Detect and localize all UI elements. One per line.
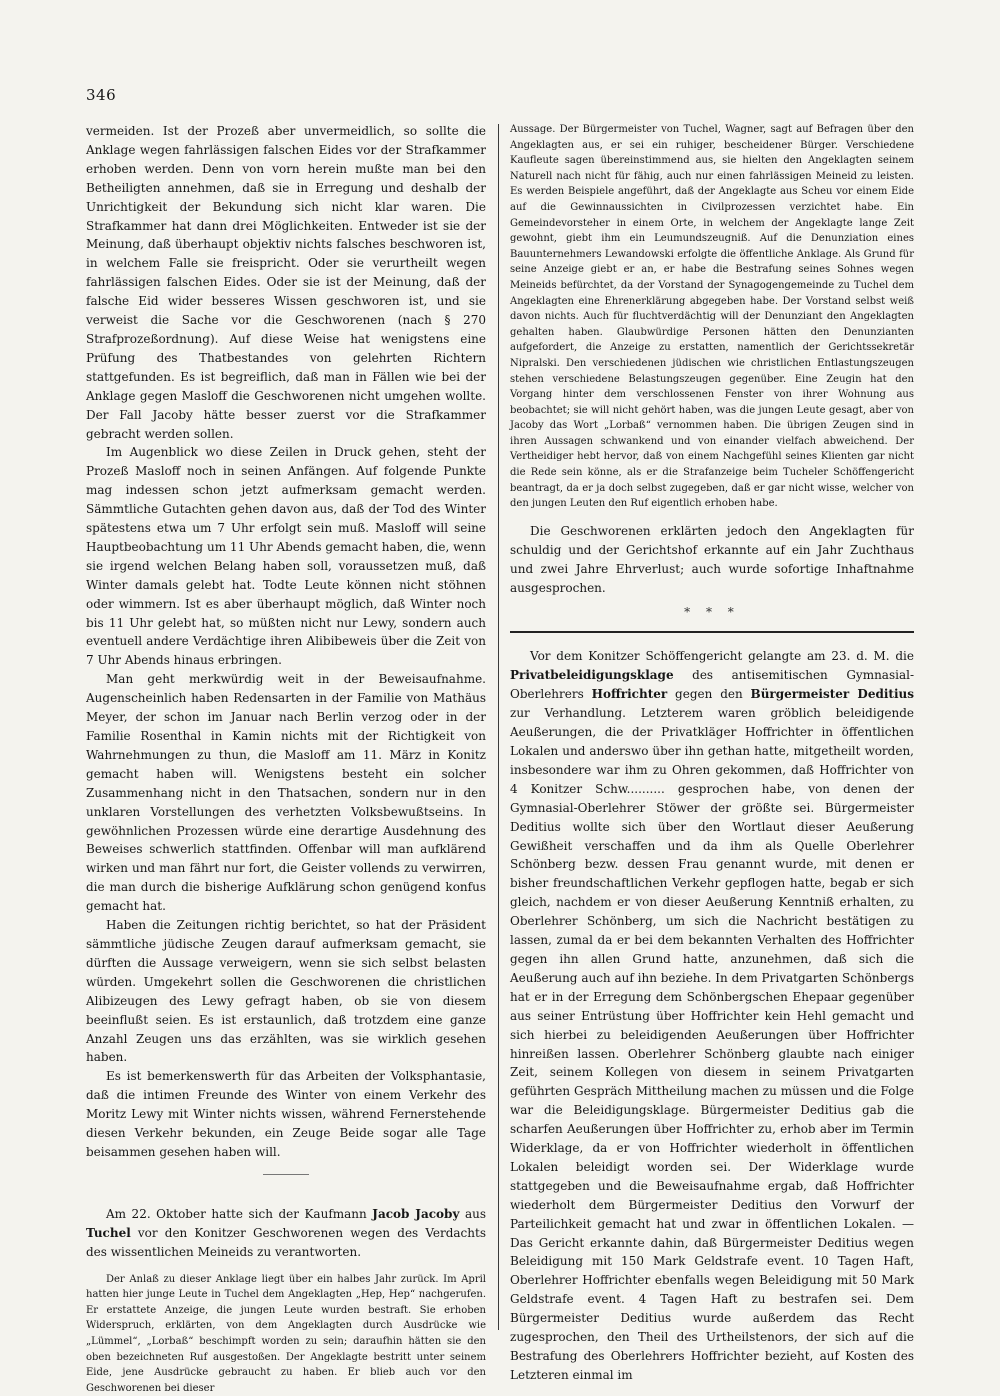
article-intro-text: aus: [459, 1206, 486, 1221]
section-rule: [510, 631, 914, 633]
article-text: gegen den: [667, 687, 751, 702]
place-name: Tuchel: [86, 1225, 131, 1240]
right-column: [510, 122, 915, 1382]
column-divider: [498, 124, 499, 1330]
article-intro-text: vor den Konitzer Geschworenen wegen des Verdachts des wissentlichen Meineids zu verantworten.: [86, 1225, 486, 1259]
article-intro-text: Am 22. Oktober hatte sich der Kaufmann: [106, 1206, 373, 1221]
paragraph: Haben die Zeitungen richtig berichtet, so hat der Präsident sämmtliche jüdische Zeugen darauf aufmerksam gemacht, sie dürften die Aussage verweigern, wenn sie sich selbst belasten würden. Umgekehrt sollen die Geschworenen die christlichen Alibizeugen des Lewy gefragt haben, ob sie von diesem beeinflußt seien. Es ist erstaunlich, daß trotzdem eine ganze Anzahl Zeugen uns das erzählten, was sie wirklich gesehen haben.: [86, 918, 486, 1065]
article-intro: [86, 1205, 486, 1262]
paragraph-small: Aussage. Der Bürgermeister von Tuchel, Wagner, sagt auf Befragen über den Angeklagten aus, er sei ein ruhiger, bescheidener Bürger. Verschiedene Kaufleute sagen übereinstimmend aus, sie hielten den Angeklagten seinem Naturell nach nicht für fähig, auch nur einen fahrlässigen Meineid zu leisten. Es werden Beispiele angeführt, daß der Angeklagte aus Scheu vor einem Eide auf die Gewinnaussichten in Civilprozessen verzichtet habe. Ein Gemeindevorsteher in einem Orte, in welchem der Angeklagte lange Zeit gewohnt, giebt ihm ein Leumundszeugniß. Auf die Denunziation eines Bauunternehmers Lewandowski erfolgte die öffentliche Anklage. Als Grund für seine Anzeige giebt er an, er habe die Bestrafung seines Sohnes wegen Meineids befürchtet, da der Vorstand der Synagogengemeinde zu Tuchel dem Angeklagten eine Ehrenerklärung abgegeben habe. Der Vorstand selbst weiß davon nichts. Auch für fluchtverdächtig will der Denunziant den Angeklagten gehalten haben. Glaubwürdige Personen hätten den Denunzianten aufgefordert, die Anzeige zu erstatten, namentlich der Gerichtssekretär Nipralski. Den verschiedenen jüdischen wie christlichen Entlastungszeugen stehen verschiedene Belastungszeugen gegenüber. Eine Zeugin hat den Vorgang hinter dem verschlossenen Fenster von ihrer Wohnung aus beobachtet; sie will nicht gehört haben, was die jungen Leute gesagt, aber von Jacoby das Wort „Lorbaß“ vernommen haben. Die übrigen Zeugen sind in ihren Aussagen schwankend und von einander vielfach abweichend. Der Vertheidiger hebt hervor, daß von einem Nachgefühl seines Klienten gar nicht die Rede sein könne, als er die Strafanzeige beim Tucheler Schöffengericht beantragt, da er ja doch selbst zugegeben, daß er gar nicht wisse, welcher von den jungen Leuten den Ruf eigentlich erhoben habe.: [510, 124, 914, 510]
emphasis: Privatbeleidigungsklage: [510, 668, 674, 683]
paragraph: Man geht merkwürdig weit in der Beweisaufnahme. Augenscheinlich haben Redensarten in der Familie von Mathäus Meyer, der schon im Januar nach Berlin verzog oder in der Familie Rosenthal in Kamin nichts mit der Richtigkeit von Wahrnehmungen zu thun, die Masloff am 11. März in Konitz gemacht haben will. Wenigstens besteht ein solcher Zusammenhang nicht in den Thatsachen, sondern nur in den unklaren Vorstellungen des verhetzten Volksbewußtseins. In gewöhnlichen Prozessen würde eine derartige Ausdehnung des Beweises schwerlich stattfinden. Offenbar will man aufklärend wirken und man fährt nur fort, die Geister vollends zu verwirren, die man durch die bisherige Aufklärung schon genügend konfus gemacht hat.: [86, 672, 486, 914]
person-name: Hoffrichter: [591, 687, 668, 702]
paragraph: Es ist bemerkenswerth für das Arbeiten der Volksphantasie, daß die intimen Freunde des Winter von einem Verkehr des Moritz Lewy mit Winter nichts wissen, während Fernerstehende diesen Verkehr bekunden, ein Zeuge Beide sogar alle Tage beisammen gesehen haben will.: [86, 1069, 486, 1159]
paragraph-small: Der Anlaß zu dieser Anklage liegt über ein halbes Jahr zurück. Im April hatten hier junge Leute in Tuchel dem Angeklagten „Hep, Hep“ nachgerufen. Er erstattete Anzeige, die jungen Leute wurden bestraft. Sie erhoben Widerspruch, erklärten, von dem Angeklagten durch Ausdrücke wie „Lümmel“, „Lorbaß“ beschimpft worden zu sein; daraufhin hätten sie den oben bezeichneten Ruf ausgestoßen. Der Angeklagte bestritt unter seinem Eide, jene Ausdrücke gebraucht zu haben. Er blieb auch vor den Geschworenen bei dieser: [86, 1273, 486, 1394]
person-name: Jacob Jacoby: [372, 1206, 460, 1221]
paragraph: Die Geschworenen erklärten jedoch den Angeklagten für schuldig und der Gerichtshof erkannte auf ein Jahr Zuchthaus und zwei Jahre Ehrverlust; auch wurde sofortige Inhaftnahme ausgesprochen.: [510, 523, 914, 595]
article-text: Vor dem Konitzer Schöffengericht gelangte am 23. d. M. die: [530, 649, 914, 664]
article-text: des antisemitischen Gymnasial-Oberlehrers: [510, 668, 914, 702]
separator-stars: * * *: [684, 605, 740, 620]
person-name: Bürgermeister Deditius: [750, 687, 915, 702]
article-text: zur Verhandlung. Letzterem waren gröblich beleidigende Aeußerungen, die der Privatkläger Hoffrichter in öffentlichen Lokalen und anderswo über ihn gethan hatte, mitgetheilt worden, insbesondere war ihm zu Ohren gekommen, daß Hoffrichter von 4 Konitzer Schw.......... gesprochen habe, von denen der Gymnasial-Oberlehrer Stöwer der größte sei. Bürgermeister Deditius wollte sich über den Wortlaut dieser Aeußerung Gewißheit verschaffen und da ihm als Quelle Oberlehrer Schönberg bezw. dessen Frau genannt wurde, mit denen er bisher freundschaftlichen Verkehr gepflogen hatte, begab er sich gleich, nachdem er von dieser Aeußerung Kenntniß erhalten, zu Oberlehrer Schönberg, um sich die Nachricht bestätigen zu lassen, zumal da er bei dem bekannten Verhalten des Hoffrichter gegen ihn allen Grund hatte, anzunehmen, daß sich die Aeußerung auch auf ihn beziehe. In dem Privatgarten Schönbergs hat er in der Erregung dem Schönbergschen Ehepaar gegenüber aus seiner Entrüstung über Hoffrichter kein Hehl gemacht und sich hierbei zu beleidigenden Aeußerungen über Hoffrichter hinreißen lassen. Oberlehrer Schönberg glaubte nach einiger Zeit, seinem Kollegen von diesem in seinem Privatgarten geführten Gespräch Mittheilung machen zu müssen und die Folge war die Beleidigungsklage. Bürgermeister Deditius gab die scharfen Aeußerungen über Hoffrichter zu, erhob aber im Termin Widerklage, da er von Hoffrichter wiederholt in öffentlichen Lokalen beleidigt worden sei. Der Widerklage wurde stattgegeben und die Beweisaufnahme ergab, daß Hoffrichter wiederholt dem Bürgermeister Deditius den Vorwurf der Parteilichkeit gemacht hat und zwar in öffentlichen Lokalen. — Das Gericht erkannte dahin, daß Bürgermeister Deditius wegen Beleidigung mit 150 Mark Geldstrafe event. 10 Tagen Haft, Oberlehrer Hoffrichter ebenfalls wegen Beleidigung mit 50 Mark Geldstrafe event. 4 Tagen Haft zu bestrafen sei. Dem Bürgermeister Deditius wurde außerdem das Recht zugesprochen, den Theil des Urtheilstenors, der sich auf die Bestrafung des Oberlehrers Hoffrichter bezieht, auf Kosten des Letzteren einmal im: [510, 706, 914, 1382]
paragraph: Im Augenblick wo diese Zeilen in Druck gehen, steht der Prozeß Masloff noch in seinen Anfängen. Auf folgende Punkte mag indessen schon jetzt aufmerksam gemacht werden. Sämmtliche Gutachten gehen davon aus, daß der Tod des Winter spätestens etwa um 7 Uhr erfolgt sein muß. Masloff will seine Hauptbeobachtung um 11 Uhr Abends gemacht haben, die, wenn sie irgend welchen Belang haben soll, voraussetzen muß, daß Winter damals gelebt hat. Todte Leute können nicht stöhnen oder wimmern. Ist es aber überhaupt möglich, daß Winter noch bis 11 Uhr gelebt hat, so müßten nicht nur Lewy, sondern auch eventuell andere Verdächtige ihren Alibibeweis über die Zeit von 7 Uhr Abends hinaus erbringen.: [86, 445, 486, 668]
article-body: [510, 647, 914, 1384]
left-column: [86, 122, 486, 1394]
paragraph: vermeiden. Ist der Prozeß aber unvermeidlich, so sollte die Anklage wegen fahrlässigen falschen Eides vor der Strafkammer erhoben werden. Denn von vorn herein mußte man bei den Betheiligten annehmen, daß sie in Erregung und deshalb der Unrichtigkeit der Bekundung sich nicht klar waren. Die Strafkammer hat dann drei Möglichkeiten. Entweder ist sie der Meinung, daß überhaupt objektiv nichts falsches beschworen ist, in welchem Falle sie freispricht. Oder sie verurtheilt wegen fahrlässigen falschen Eides. Oder sie ist der Meinung, daß der falsche Eid wider besseres Wissen geschworen ist, und sie verweist die Sache vor die Geschworenen (nach § 270 Strafprozeßordnung). Auf diese Weise hat wenigstens eine Prüfung des Thatbestandes von gelehrten Richtern stattgefunden. Es ist begreiflich, daß man in Fällen wie bei der Anklage gegen Masloff die Geschworenen nicht umgehen wollte. Der Fall Jacoby hätte besser zuerst vor die Strafkammer gebracht werden sollen.: [86, 124, 486, 441]
separator-rule: [263, 1174, 309, 1175]
page-number: 346: [86, 86, 117, 104]
